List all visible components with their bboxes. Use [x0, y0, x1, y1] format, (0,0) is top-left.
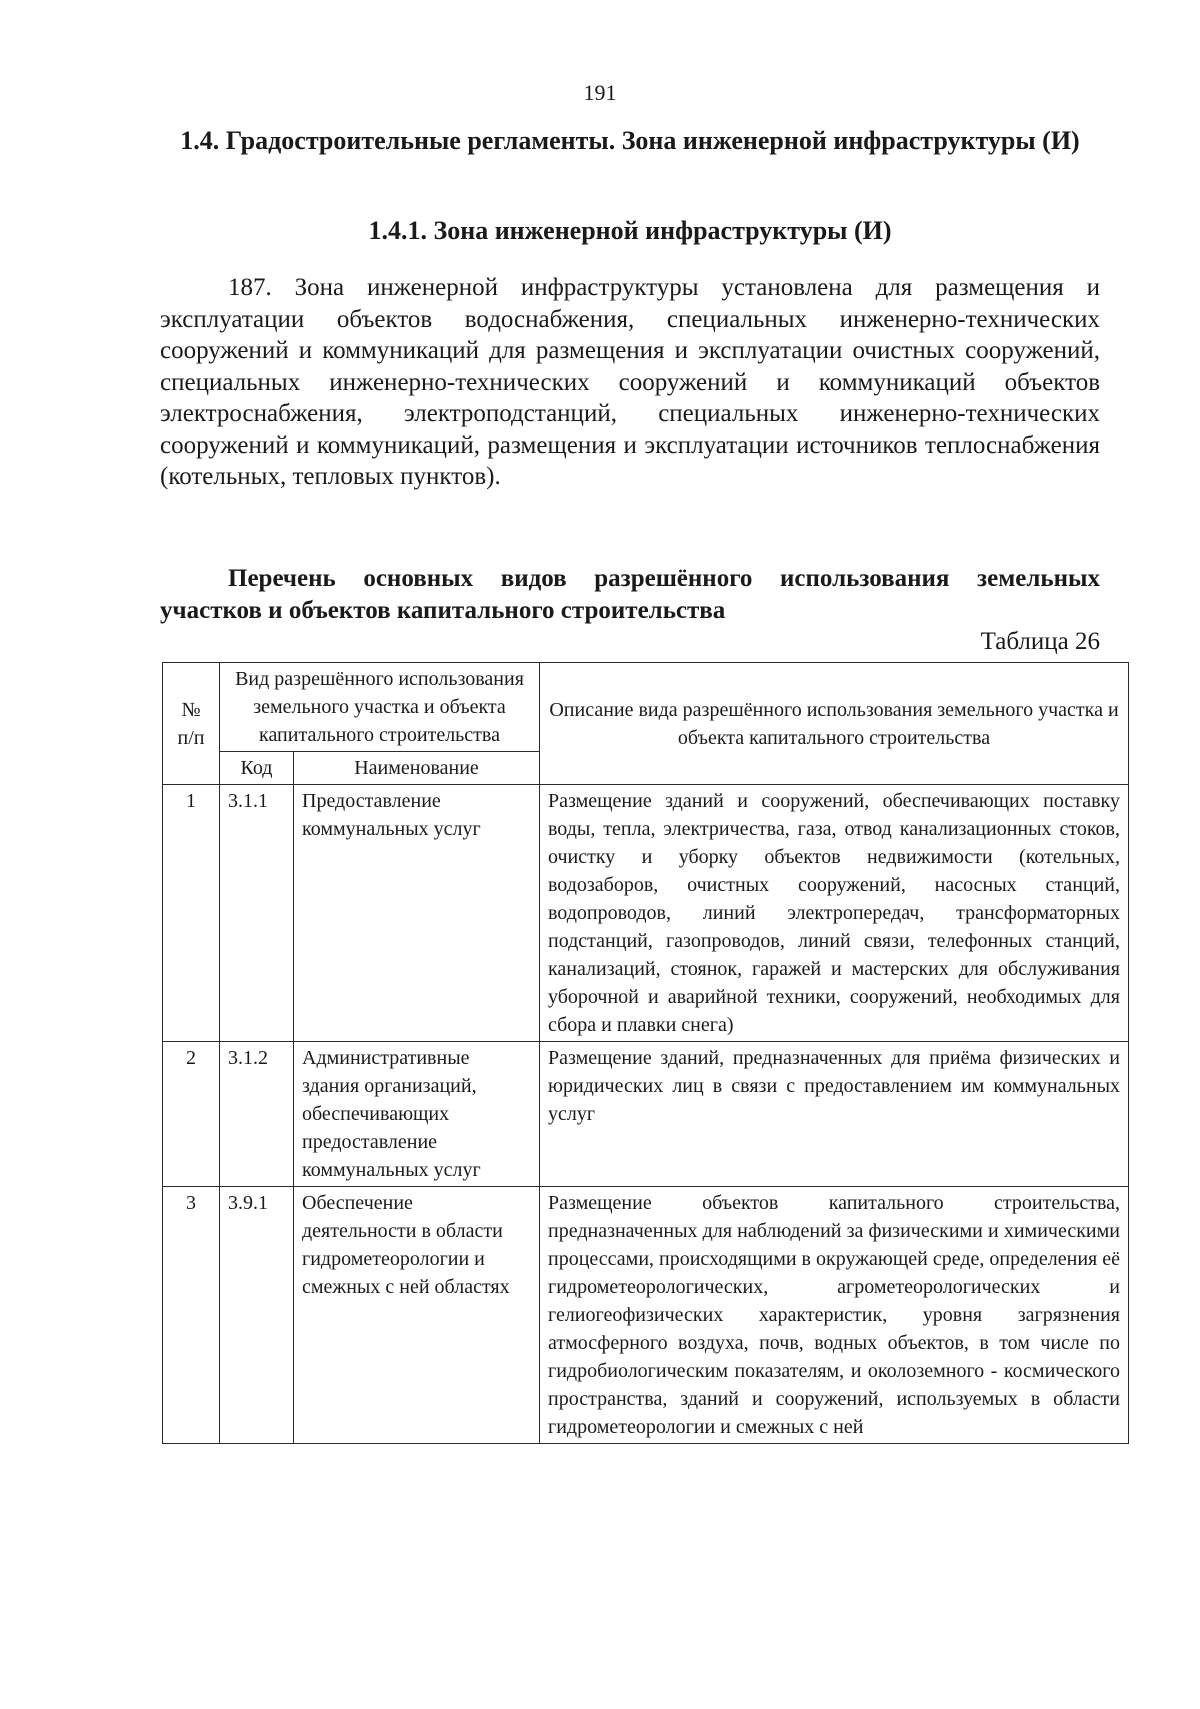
row-code: 3.1.1: [220, 785, 294, 1042]
row-number: 1: [163, 785, 220, 1042]
header-number: № п/п: [163, 663, 220, 785]
row-description: Размещение объектов капитального строительства, предназначенных для наблюдений за физическими и химическими процессами, происходящими в окружающей среде, определения её гидрометеорологических, агрометеорологических и гелиогеофизических характеристик, уровня загрязнения атмосферного воздуха, почв, водных объектов, в том числе по гидробиологическим показателям, и околоземного - космического пространства, зданий и сооружений, используемых в области гидрометеорологии и смежных с ней: [540, 1187, 1129, 1444]
table-row: [163, 1187, 1129, 1444]
row-name: Административные здания организаций, обеспечивающих предоставление коммунальных услуг: [294, 1042, 540, 1187]
table-label: Таблица 26: [980, 628, 1100, 655]
header-use-type-group: Вид разрешённого использования земельного участка и объекта капитального строительства: [220, 663, 540, 752]
header-description: Описание вида разрешённого использования земельного участка и объекта капитального строительства: [540, 663, 1129, 785]
list-title: Перечень основных видов разрешённого использования земельных участков и объектов капитального строительства: [160, 565, 1100, 624]
table-header-row: [163, 663, 1129, 752]
table-row: [163, 1042, 1129, 1187]
page-number: 191: [583, 80, 617, 105]
paragraph-187: 187. Зона инженерной инфраструктуры установлена для размещения и эксплуатации объектов водоснабжения, специальных инженерно-технических сооружений и коммуникаций для размещения и эксплуатации очистных сооружений, специальных инженерно-технических сооружений и коммуникаций объектов электроснабжения, электроподстанций, специальных инженерно-технических сооружений и коммуникаций, размещения и эксплуатации источников теплоснабжения (котельных, тепловых пунктов).: [160, 274, 1100, 490]
row-number: 2: [163, 1042, 220, 1187]
table-row: [163, 785, 1129, 1042]
row-description: Размещение зданий и сооружений, обеспечивающих поставку воды, тепла, электричества, газа, отвод канализационных стоков, очистку и уборку объектов недвижимости (котельных, водозаборов, очистных сооружений, насосных станций, водопроводов, линий электропередач, трансформаторных подстанций, газопроводов, линий связи, телефонных станций, канализаций, стоянок, гаражей и мастерских для обслуживания уборочной и аварийной техники, сооружений, необходимых для сбора и плавки снега): [540, 785, 1129, 1042]
row-description: Размещение зданий, предназначенных для приёма физических и юридических лиц в связи с предоставлением им коммунальных услуг: [540, 1042, 1129, 1187]
subsection-heading: 1.4.1. Зона инженерной инфраструктуры (И): [368, 216, 892, 245]
permitted-use-table: [162, 662, 1129, 1444]
row-number: 3: [163, 1187, 220, 1444]
section-heading: 1.4. Градостроительные регламенты. Зона инженерной инфраструктуры (И): [180, 126, 1080, 155]
row-code: 3.9.1: [220, 1187, 294, 1444]
row-name: Предоставление коммунальных услуг: [294, 785, 540, 1042]
row-name: Обеспечение деятельности в области гидрометеорологии и смежных с ней областях: [294, 1187, 540, 1444]
header-code: Код: [220, 752, 294, 785]
header-name: Наименование: [294, 752, 540, 785]
row-code: 3.1.2: [220, 1042, 294, 1187]
